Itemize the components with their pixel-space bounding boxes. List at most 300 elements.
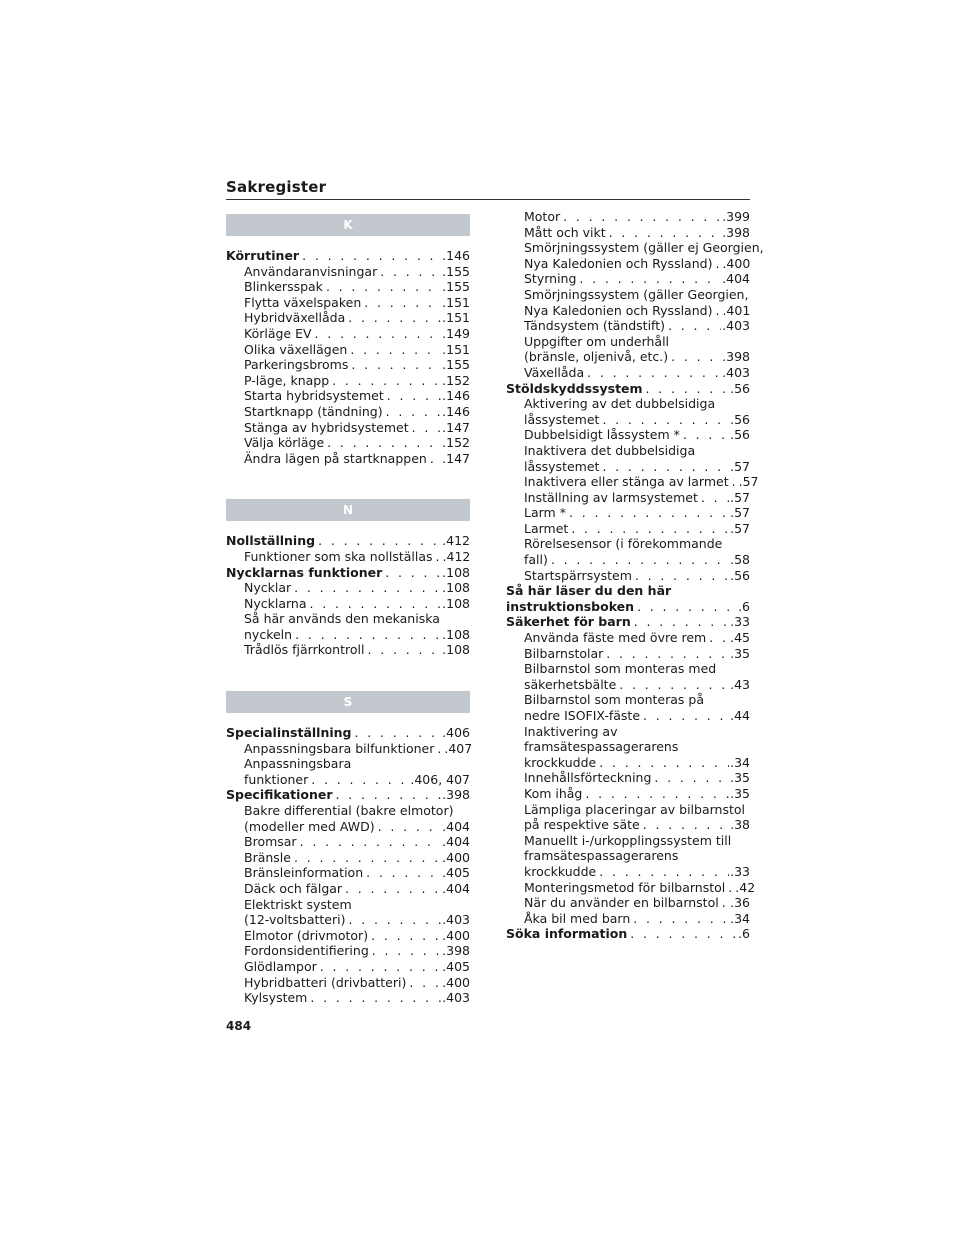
index-subentry: [226, 850, 470, 866]
dot-leader: [336, 787, 442, 803]
dot-leader: [348, 310, 441, 326]
index-subentry: [226, 295, 470, 311]
entry-label: Bilbarnstol som monteras med: [524, 661, 717, 677]
letter-band: S: [226, 691, 470, 713]
index-subentry: [226, 596, 470, 612]
dot-leader: [310, 596, 442, 612]
entry-label: När du använder en bilbarnstol: [524, 895, 719, 911]
dot-leader: [728, 880, 734, 896]
entry-label: Bakre differential (bakre elmotor): [244, 803, 454, 819]
dot-leader: [683, 427, 729, 443]
index-subentry: [506, 240, 764, 256]
page-reference: .406, 407: [410, 771, 470, 787]
entry-label: Larm *: [524, 505, 566, 521]
index-subentry: [506, 817, 750, 833]
dot-leader: [633, 911, 729, 927]
index-entry: [506, 381, 750, 397]
entry-label: på respektive säte: [524, 817, 640, 833]
entry-label: Flytta växelspaken: [244, 294, 362, 310]
page-reference: .56: [730, 567, 750, 583]
dot-leader: [671, 349, 721, 365]
dot-leader: [643, 817, 729, 833]
index-subentry: [226, 404, 470, 420]
page-reference: .412: [442, 533, 470, 549]
dot-leader: [294, 850, 441, 866]
entry-label: Uppgifter om underhåll: [524, 333, 670, 349]
entry-label: Larmet: [524, 520, 569, 536]
index-subentry: [506, 568, 750, 584]
entry-label: Körrutiner: [226, 248, 300, 263]
index-subentry: [506, 630, 750, 646]
index-subentry: [226, 435, 470, 451]
page-reference: .108: [442, 595, 470, 611]
index-entry: [226, 533, 470, 549]
entry-label: Körläge EV: [244, 325, 312, 341]
dot-leader: [715, 303, 721, 319]
entry-label: Manuellt i-/urkopplingssystem till: [524, 832, 732, 848]
page-reference: .57: [730, 505, 750, 521]
entry-label: Starta hybridsystemet: [244, 388, 384, 404]
index-subentry: [226, 740, 473, 757]
index-entry: [506, 599, 750, 615]
index-subentry: [226, 943, 470, 959]
entry-label: säkerhetsbälte: [524, 676, 617, 692]
entry-label: Specifikationer: [226, 787, 333, 803]
page-reference: .58: [730, 552, 750, 568]
page-reference: .44: [730, 708, 750, 723]
dot-leader: [722, 895, 729, 911]
entry-label: Växellåda: [524, 364, 585, 380]
dot-leader: [569, 505, 729, 521]
dot-leader: [332, 373, 441, 389]
dot-leader: [295, 627, 441, 643]
entry-label: Smörjningssystem (gäller Georgien,: [524, 286, 749, 302]
section-title: Sakregister: [226, 178, 327, 196]
page-reference: .155: [442, 279, 470, 295]
entry-label: Användaranvisningar: [244, 263, 378, 279]
entry-label: P-läge, knapp: [244, 372, 330, 388]
dot-leader: [587, 365, 721, 381]
entry-label: Smörjningssystem (gäller ej Georgien,: [524, 240, 764, 256]
page-reference: .33: [730, 614, 750, 630]
page-reference: .405: [442, 865, 470, 881]
page-reference: .6: [738, 598, 750, 614]
index-subentry: [226, 865, 470, 881]
entry-label: Motor: [524, 209, 561, 224]
page-reference: .155: [442, 263, 470, 279]
entry-label: Så här används den mekaniska: [244, 611, 440, 627]
entry-label: Nollställning: [226, 533, 316, 549]
dot-leader: [318, 533, 441, 549]
index-subentry: [226, 342, 470, 358]
page-reference: .147: [442, 450, 470, 466]
page-reference: .401: [722, 302, 751, 318]
dot-leader: [378, 819, 442, 835]
dot-leader: [634, 614, 729, 630]
entry-label: Välja körläge: [244, 435, 325, 451]
index-subentry: [226, 264, 470, 280]
dot-leader: [311, 772, 409, 788]
entry-label: Startspärrsystem: [524, 567, 632, 583]
entry-label: nedre ISOFIX-fäste: [524, 708, 641, 723]
dot-leader: [630, 926, 737, 942]
page-reference: .45: [730, 630, 750, 646]
dot-leader: [599, 755, 729, 771]
page-reference: .405: [442, 958, 470, 974]
entry-label: krockkudde: [524, 754, 597, 770]
index-subentry: [506, 474, 759, 490]
page-reference: .398: [442, 943, 470, 959]
dot-leader: [579, 271, 721, 287]
page-reference: .403: [442, 912, 470, 928]
page-reference: .36: [730, 895, 750, 911]
dot-leader: [412, 420, 442, 436]
entry-label: nyckeln: [244, 626, 293, 642]
entry-label: Stöldskyddssystem: [506, 380, 643, 396]
entry-label: (bränsle, oljenivå, etc.): [524, 349, 669, 365]
index-subentry: [506, 895, 750, 911]
index-subentry: [226, 580, 470, 596]
index-subentry: [506, 396, 750, 412]
page-reference: .56: [730, 427, 750, 443]
index-subentry: [506, 724, 750, 740]
dot-leader: [385, 565, 441, 581]
page-reference: .57: [730, 458, 750, 474]
page-reference: .108: [442, 626, 470, 642]
page-reference: .34: [730, 754, 750, 770]
dot-leader: [386, 404, 442, 420]
entry-label: Anpassningsbara: [244, 756, 352, 772]
dot-leader: [643, 708, 729, 724]
page-reference: .149: [442, 325, 470, 341]
page-reference: .399: [722, 209, 750, 224]
page-reference: .147: [442, 419, 470, 435]
dot-leader: [387, 388, 441, 404]
dot-leader: [599, 864, 729, 880]
entry-label: Styrning: [524, 271, 577, 287]
entry-label: Kom ihåg: [524, 785, 583, 801]
entry-label: Mått och vikt: [524, 224, 606, 240]
index-subentry: [506, 536, 750, 552]
index-subentry: [226, 326, 470, 342]
entry-label: Startknapp (tändning): [244, 403, 383, 419]
index-subentry: [226, 642, 470, 658]
index-subentry: [506, 303, 750, 319]
index-subentry: [226, 373, 470, 389]
page-reference: .146: [442, 388, 470, 404]
dot-leader: [430, 451, 441, 467]
dot-leader: [701, 490, 729, 506]
index-subentry: [506, 427, 750, 443]
entry-label: Glödlampor: [244, 958, 317, 974]
index-subentry: [226, 975, 470, 991]
entry-label: Bränsle: [244, 849, 291, 865]
dot-leader: [366, 865, 441, 881]
index-subentry: [226, 756, 470, 772]
page-reference: .56: [730, 380, 750, 396]
entry-label: krockkudde: [524, 863, 597, 879]
page-reference: .404: [442, 818, 470, 834]
index-entry: [506, 926, 750, 942]
page-reference: .108: [442, 642, 470, 658]
index-subentry: [506, 677, 750, 693]
dot-leader: [668, 318, 721, 334]
index-subentry: [506, 708, 750, 724]
entry-label: Nya Kaledonien och Ryssland): [524, 302, 713, 318]
entry-label: Innehållsförteckning: [524, 770, 652, 786]
entry-label: Bilbarnstolar: [524, 645, 604, 661]
dot-leader: [300, 834, 442, 850]
entry-label: Ändra lägen på startknappen: [244, 450, 427, 466]
page-reference: .404: [442, 881, 470, 896]
entry-label: fall): [524, 552, 548, 568]
entry-label: Parkeringsbroms: [244, 357, 349, 373]
entry-label: Kylsystem: [244, 990, 308, 1006]
dot-leader: [571, 521, 729, 537]
page-reference: .57: [730, 520, 750, 536]
index-subentry: [226, 819, 470, 835]
entry-label: Söka information: [506, 926, 628, 942]
index-subentry: [506, 911, 750, 927]
index-entry: [506, 614, 750, 630]
entry-label: Däck och fälgar: [244, 881, 343, 896]
entry-label: Blinkersspak: [244, 279, 323, 295]
index-subentry: [506, 490, 750, 506]
index-entry: [226, 565, 470, 581]
index-subentry: [226, 611, 470, 627]
page-reference: .400: [442, 974, 470, 990]
index-subentry: [226, 388, 470, 404]
page-reference: .400: [442, 927, 470, 943]
index-subentry: [506, 349, 750, 365]
entry-label: Nycklar: [244, 580, 292, 596]
dot-leader: [654, 770, 729, 786]
dot-leader: [646, 381, 730, 397]
index-subentry: [506, 833, 750, 849]
entry-label: (12-voltsbatteri): [244, 912, 346, 928]
letter-band: N: [226, 499, 470, 521]
page-reference: .406: [442, 725, 470, 741]
entry-label: Aktivering av det dubbelsidiga: [524, 396, 716, 412]
page-reference: .151: [442, 341, 470, 357]
index-subentry: [506, 318, 750, 334]
dot-leader: [354, 725, 441, 741]
entry-label: Tändsystem (tändstift): [524, 318, 665, 334]
index-subentry: [226, 959, 470, 975]
page-reference: .151: [442, 294, 470, 310]
page-reference: .34: [730, 910, 750, 926]
index-subentry: [506, 365, 750, 381]
page-reference: .398: [722, 224, 750, 240]
entry-label: Nycklarnas funktioner: [226, 564, 383, 580]
page-reference: .400: [442, 849, 470, 865]
page-reference: .35: [730, 770, 750, 786]
page-reference: .108: [442, 564, 470, 580]
entry-label: Specialinställning: [226, 725, 352, 741]
index-subentry: [226, 897, 470, 913]
page-reference: .146: [442, 248, 470, 263]
dot-leader: [310, 990, 441, 1006]
dot-leader: [372, 943, 441, 959]
index-subentry: [506, 552, 750, 568]
index-subentry: [226, 772, 470, 788]
page-reference: .57: [730, 489, 750, 505]
dot-leader: [606, 646, 729, 662]
dot-leader: [409, 975, 441, 991]
page-reference: .403: [442, 990, 470, 1006]
entry-label: Lämpliga placeringar av bilbarnstol: [524, 801, 746, 817]
page-reference: .152: [442, 372, 470, 388]
dot-leader: [715, 256, 721, 272]
dot-leader: [551, 552, 729, 568]
entry-label: Fordonsidentifiering: [244, 943, 369, 959]
dot-leader: [635, 568, 729, 584]
entry-label: Bränsleinformation: [244, 865, 364, 881]
index-subentry: [506, 802, 750, 818]
page-reference: .56: [730, 411, 750, 427]
page-reference: .42: [735, 879, 756, 895]
dot-leader: [602, 412, 729, 428]
dot-leader: [345, 881, 441, 897]
index-subentry: [506, 412, 750, 428]
dot-leader: [437, 741, 443, 757]
index-entry: [226, 787, 470, 803]
entry-label: Stänga av hybridsystemet: [244, 419, 409, 435]
index-column-left: [226, 214, 473, 1006]
dot-leader: [371, 928, 441, 944]
page-reference: .152: [442, 435, 470, 451]
page-reference: .43: [730, 676, 750, 692]
dot-leader: [348, 912, 441, 928]
entry-label: Så här läser du den här: [506, 583, 672, 599]
entry-label: Anpassningsbara bilfunktioner: [244, 740, 435, 756]
index-subentry: [226, 627, 470, 643]
page-reference: .151: [442, 310, 470, 326]
index-subentry: [506, 209, 750, 225]
dot-leader: [380, 264, 441, 280]
page-reference: .35: [730, 785, 750, 801]
page-reference: .33: [730, 863, 750, 879]
index-subentry: [226, 990, 470, 1006]
entry-label: Inaktivera det dubbelsidiga: [524, 442, 696, 458]
entry-label: Inaktivering av: [524, 723, 618, 739]
entry-label: Bilbarnstol som monteras på: [524, 692, 704, 708]
index-subentry: [506, 692, 750, 708]
index-subentry: [226, 912, 470, 928]
page-reference: .155: [442, 357, 470, 373]
page-reference: .398: [442, 787, 470, 803]
index-subentry: [226, 834, 470, 850]
page-reference: .398: [722, 349, 750, 365]
index-subentry: [506, 739, 750, 755]
entry-label: Rörelsesensor (i förekommande: [524, 536, 723, 552]
page-reference: .35: [730, 645, 750, 661]
index-subentry: [506, 256, 750, 272]
dot-leader: [709, 630, 729, 646]
entry-label: Dubbelsidigt låssystem *: [524, 427, 680, 443]
index-subentry: [226, 451, 470, 467]
dot-leader: [563, 209, 721, 225]
index-entry: [226, 725, 470, 741]
entry-label: Funktioner som ska nollställas: [244, 548, 433, 564]
index-subentry: [506, 271, 750, 287]
entry-label: låssystemet: [524, 458, 600, 474]
header-divider: [226, 199, 750, 200]
index-subentry: [506, 334, 750, 350]
page-number: 484: [226, 1019, 252, 1033]
index-subentry: [506, 661, 750, 677]
page-reference: .400: [722, 255, 751, 271]
index-subentry: [506, 225, 750, 241]
entry-label: Trådlös fjärrkontroll: [244, 642, 365, 658]
index-subentry: [506, 786, 750, 802]
index-subentry: [506, 459, 750, 475]
letter-band: K: [226, 214, 470, 236]
dot-leader: [602, 459, 729, 475]
index-entry: [226, 248, 470, 264]
dot-leader: [732, 474, 738, 490]
dot-leader: [609, 225, 722, 241]
dot-leader: [315, 326, 442, 342]
index-subentry: [226, 279, 470, 295]
entry-label: Hybridväxellåda: [244, 310, 346, 326]
dot-leader: [350, 342, 441, 358]
entry-label: framsätespassagerarens: [524, 848, 679, 864]
entry-label: låssystemet: [524, 411, 600, 427]
page-reference: .6: [738, 926, 750, 942]
index-subentry: [506, 864, 750, 880]
entry-label: Säkerhet för barn: [506, 614, 631, 630]
dot-leader: [327, 435, 441, 451]
dot-leader: [364, 295, 441, 311]
entry-label: instruktionsboken: [506, 598, 635, 614]
page-reference: .404: [442, 834, 470, 850]
index-subentry: [226, 881, 470, 897]
page-reference: .146: [442, 403, 470, 419]
entry-label: Elektriskt system: [244, 896, 352, 912]
index-subentry: [226, 420, 470, 436]
index-subentry: [506, 443, 750, 459]
page-reference: .38: [730, 817, 750, 833]
dot-leader: [436, 549, 442, 565]
entry-label: Åka bil med barn: [524, 910, 631, 926]
dot-leader: [326, 279, 441, 295]
index-subentry: [506, 521, 750, 537]
entry-label: funktioner: [244, 771, 309, 787]
index-subentry: [226, 803, 470, 819]
dot-leader: [351, 357, 441, 373]
entry-label: Nya Kaledonien och Ryssland): [524, 255, 713, 271]
dot-leader: [585, 786, 729, 802]
index-subentry: [226, 310, 470, 326]
entry-label: Inaktivera eller stänga av larmet: [524, 474, 729, 490]
page-reference: .403: [722, 318, 750, 334]
index-subentry: [506, 770, 750, 786]
index-entry: [506, 583, 750, 599]
entry-label: framsätespassagerarens: [524, 739, 679, 755]
index-subentry: [506, 505, 750, 521]
page-reference: .404: [722, 271, 750, 287]
index-subentry: [506, 287, 750, 303]
index-subentry: [226, 928, 470, 944]
dot-leader: [302, 248, 441, 264]
page-reference: .403: [722, 364, 750, 380]
index-subentry: [226, 357, 470, 373]
entry-label: Monteringsmetod för bilbarnstol: [524, 879, 726, 895]
entry-label: Bromsar: [244, 834, 297, 850]
entry-label: Olika växellägen: [244, 341, 348, 357]
entry-label: Inställning av larmsystemet: [524, 489, 698, 505]
